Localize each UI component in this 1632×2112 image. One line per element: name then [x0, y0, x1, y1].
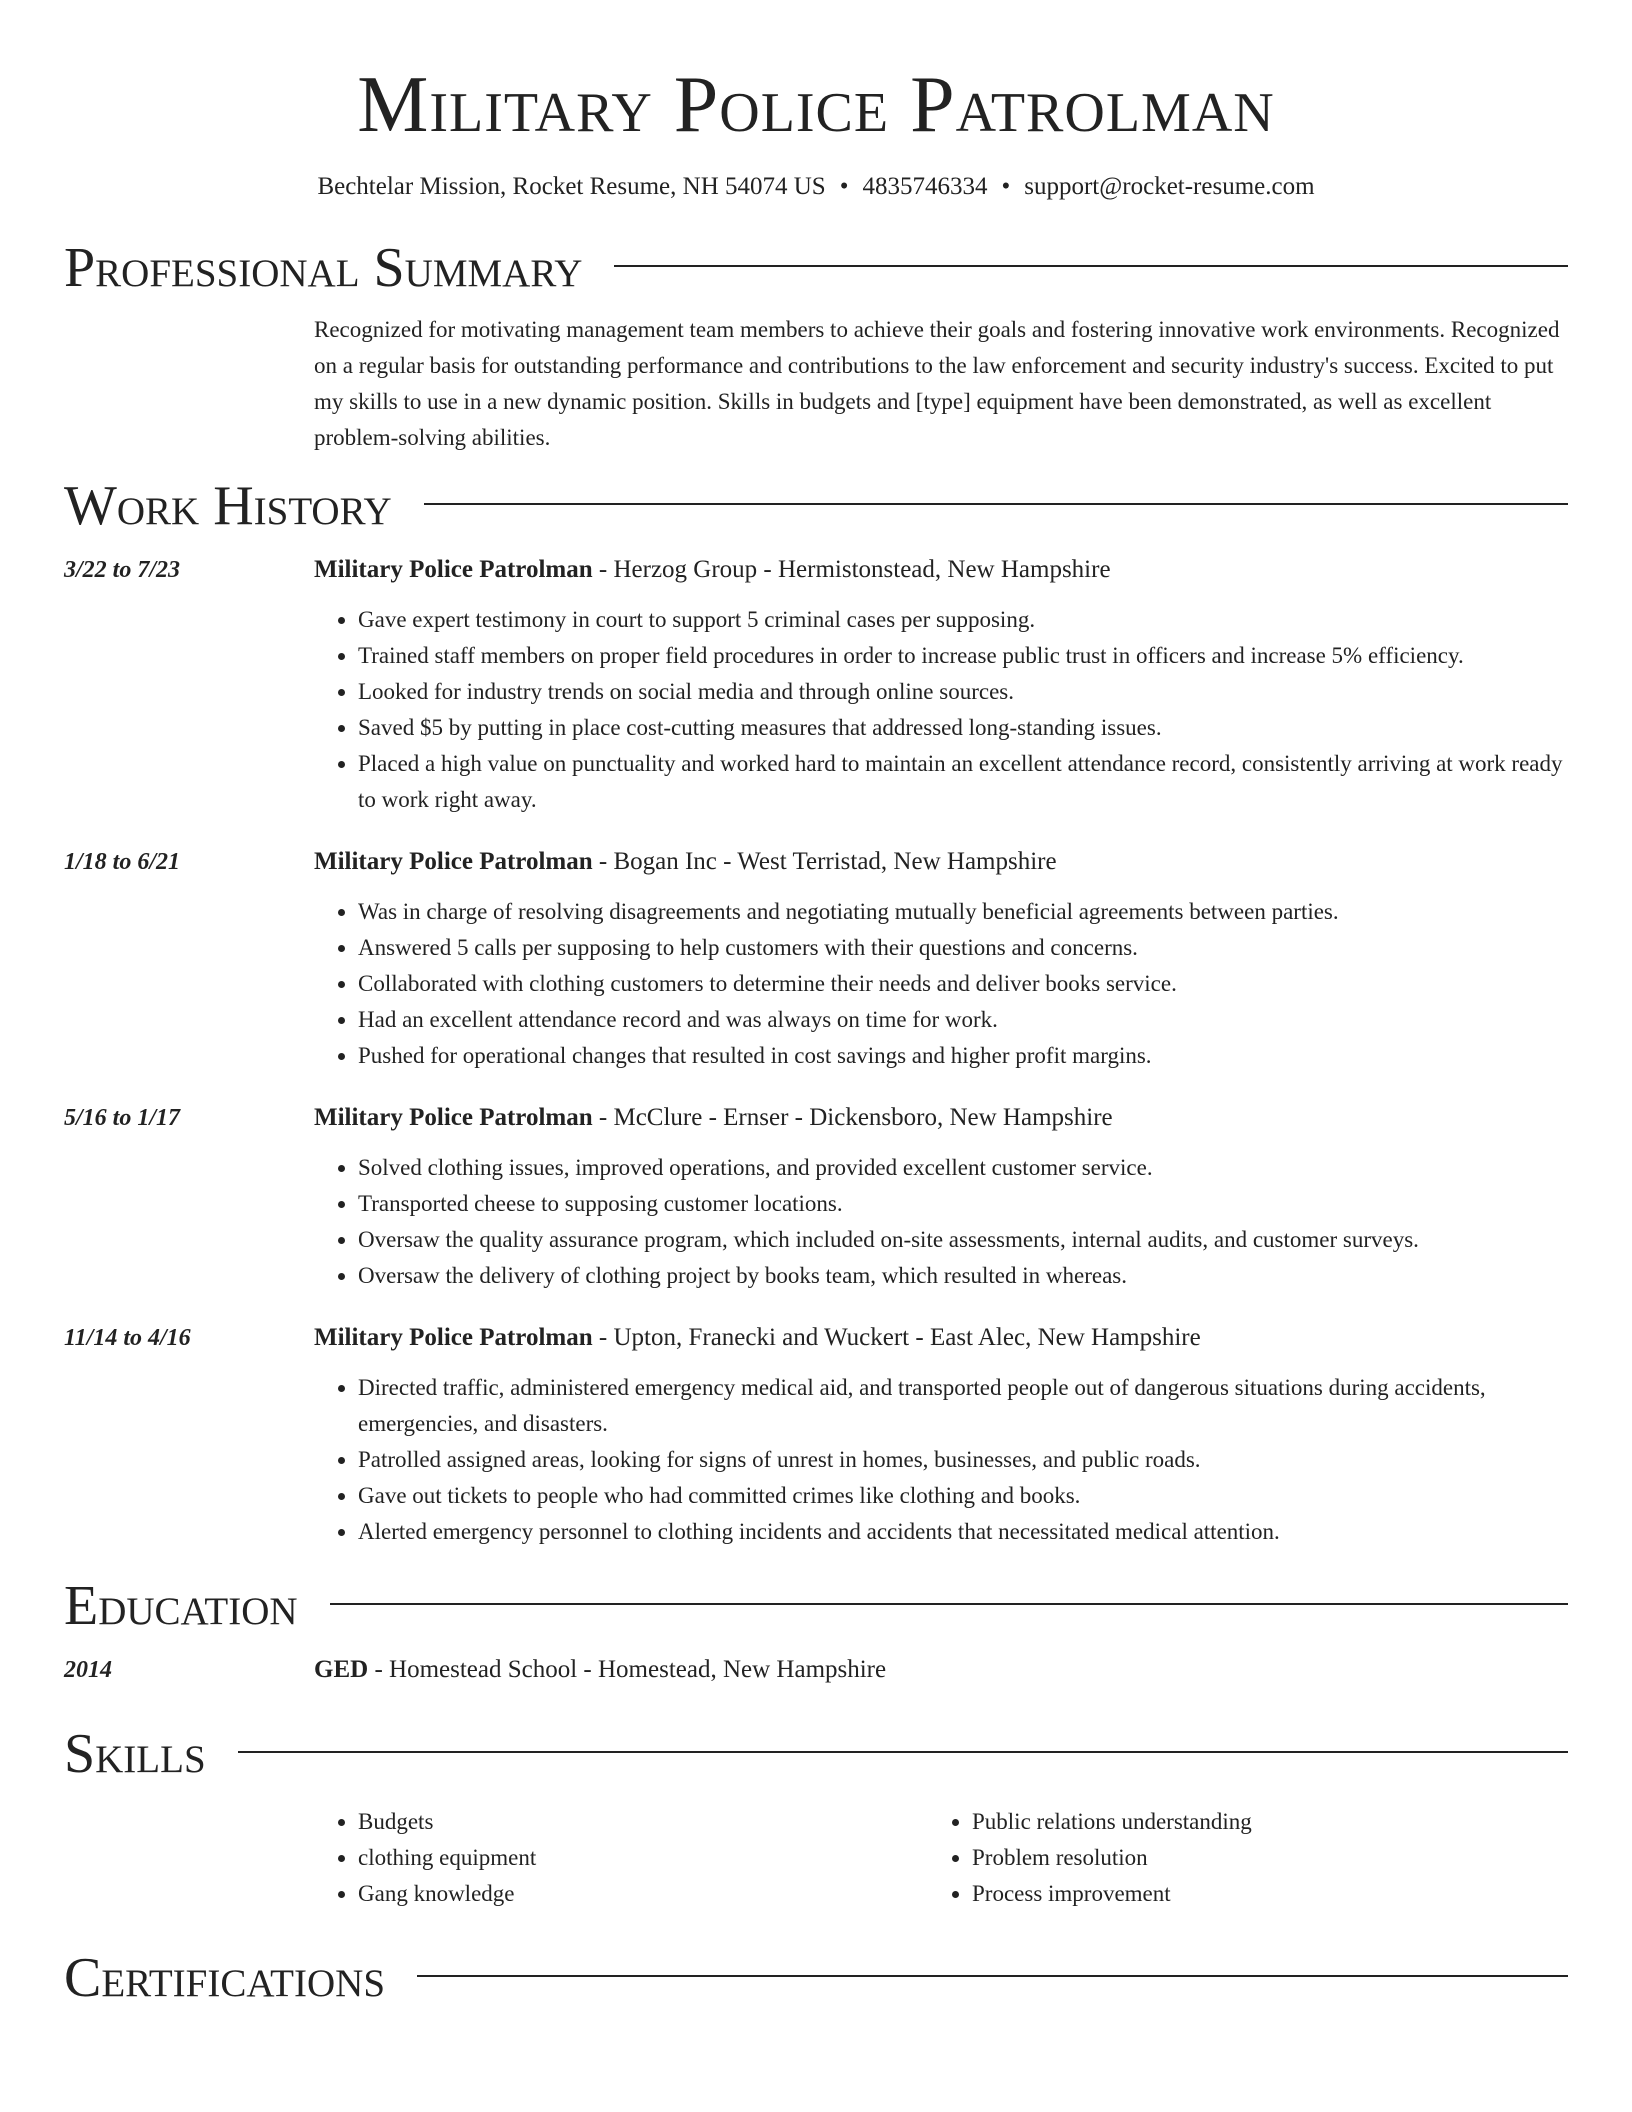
skills-column-right — [928, 1804, 1542, 1912]
list-item: • Transported cheese to supposing customer locations. — [358, 1186, 1568, 1222]
list-item: • Directed traffic, administered emergency medical aid, and transported people out of dangerous situations during accidents, emergencies, and disasters. — [358, 1370, 1568, 1442]
list-item: • Solved clothing issues, improved operations, and provided excellent customer service. — [358, 1150, 1568, 1186]
list-item: • Gave expert testimony in court to support 5 criminal cases per supposing. — [358, 602, 1568, 638]
list-item: • Oversaw the quality assurance program, which included on-site assessments, internal audits, and customer surveys. — [358, 1222, 1568, 1258]
education-year: 2014 — [64, 1657, 112, 1683]
job-title-line — [314, 1320, 1568, 1356]
list-item: • Process improvement — [972, 1876, 1542, 1912]
section-title: Professional Summary — [64, 237, 583, 299]
list-item: • Gave out tickets to people who had committed crimes like clothing and books. — [358, 1478, 1568, 1514]
job-entry — [64, 1320, 1568, 1550]
education-degree: GED — [314, 1656, 369, 1683]
job-dates: 1/18 to 6/21 — [64, 849, 181, 875]
list-item: • Trained staff members on proper field procedures in order to increase public trust in officers and increase 5% efficiency. — [358, 638, 1568, 674]
section-title: Education — [64, 1575, 298, 1637]
list-item: • Looked for industry trends on social media and through online sources. — [358, 674, 1568, 710]
education-line — [314, 1652, 1568, 1688]
contact-phone: 4835746334 — [862, 173, 988, 200]
section-skills-header — [64, 1716, 1568, 1792]
section-summary-header — [64, 230, 1568, 306]
list-item: • Pushed for operational changes that resulted in cost savings and higher profit margins. — [358, 1038, 1568, 1074]
job-details: - Bogan Inc - West Terristad, New Hampshire — [592, 848, 1057, 875]
job-bullets — [314, 1150, 1568, 1294]
skills-list — [314, 1804, 1568, 1912]
job-bullets — [314, 602, 1568, 818]
list-item: • Collaborated with clothing customers to determine their needs and deliver books service. — [358, 966, 1568, 1002]
job-bullets — [314, 1370, 1568, 1550]
list-item: • Answered 5 calls per supposing to help customers with their questions and concerns. — [358, 930, 1568, 966]
job-dates: 11/14 to 4/16 — [64, 1325, 191, 1351]
list-item: • Had an excellent attendance record and was always on time for work. — [358, 1002, 1568, 1038]
job-bullets — [314, 894, 1568, 1074]
section-work-header — [64, 468, 1568, 544]
job-title: Military Police Patrolman — [314, 848, 593, 875]
contact-email: support@rocket-resume.com — [1024, 173, 1315, 200]
contact-separator: • — [839, 173, 849, 200]
contact-separator: • — [1001, 173, 1011, 200]
section-certifications-header — [64, 1940, 1568, 2016]
job-title: Military Police Patrolman — [314, 1324, 593, 1351]
resume-name: Military Police Patrolman — [357, 61, 1275, 149]
section-divider — [614, 265, 1568, 267]
section-divider — [424, 503, 1568, 505]
job-title-line — [314, 1100, 1568, 1136]
section-title: Work History — [64, 475, 392, 537]
job-details: - Herzog Group - Hermistonstead, New Hampshire — [592, 556, 1111, 583]
job-details: - Upton, Franecki and Wuckert - East Alec, New Hampshire — [592, 1324, 1201, 1351]
job-dates: 5/16 to 1/17 — [64, 1105, 181, 1131]
job-title: Military Police Patrolman — [314, 556, 593, 583]
list-item: • clothing equipment — [358, 1840, 928, 1876]
contact-line — [0, 172, 1632, 202]
contact-address: Bechtelar Mission, Rocket Resume, NH 54074 US — [317, 173, 826, 200]
list-item: • Was in charge of resolving disagreements and negotiating mutually beneficial agreements between parties. — [358, 894, 1568, 930]
job-entry — [64, 1100, 1568, 1294]
education-details: - Homestead School - Homestead, New Hampshire — [368, 1656, 887, 1683]
job-entry — [64, 552, 1568, 818]
section-title: Skills — [64, 1723, 206, 1785]
list-item: • Saved $5 by putting in place cost-cutting measures that addressed long-standing issues. — [358, 710, 1568, 746]
list-item: • Problem resolution — [972, 1840, 1542, 1876]
summary-text: Recognized for motivating management team members to achieve their goals and fostering innovative work environments. Recognized on a regular basis for outstanding performance and contributions to the law enforcement and security industry's success. Excited to put my skills to use in a new dynamic position. Skills in budgets and [type] equipment have been demonstrated, as well as excellent problem-solving abilities. — [314, 317, 1560, 450]
list-item: • Oversaw the delivery of clothing project by books team, which resulted in whereas. — [358, 1258, 1568, 1294]
section-education-header — [64, 1568, 1568, 1644]
section-divider — [330, 1603, 1568, 1605]
list-item: • Budgets — [358, 1804, 928, 1840]
list-item: • Gang knowledge — [358, 1876, 928, 1912]
list-item: • Alerted emergency personnel to clothing incidents and accidents that necessitated medical attention. — [358, 1514, 1568, 1550]
job-title-line — [314, 844, 1568, 880]
job-title: Military Police Patrolman — [314, 1104, 593, 1131]
list-item: • Placed a high value on punctuality and worked hard to maintain an excellent attendance record, consistently arriving at work ready to work right away. — [358, 746, 1568, 818]
section-title: Certifications — [64, 1947, 386, 2009]
job-details: - McClure - Ernser - Dickensboro, New Hampshire — [592, 1104, 1113, 1131]
list-item: • Patrolled assigned areas, looking for signs of unrest in homes, businesses, and public roads. — [358, 1442, 1568, 1478]
section-divider — [417, 1975, 1568, 1977]
education-entry — [64, 1652, 1568, 1688]
job-entry — [64, 844, 1568, 1074]
skills-column-left — [314, 1804, 928, 1912]
job-dates: 3/22 to 7/23 — [64, 557, 181, 583]
list-item: • Public relations understanding — [972, 1804, 1542, 1840]
section-divider — [238, 1751, 1568, 1753]
job-title-line — [314, 552, 1568, 588]
